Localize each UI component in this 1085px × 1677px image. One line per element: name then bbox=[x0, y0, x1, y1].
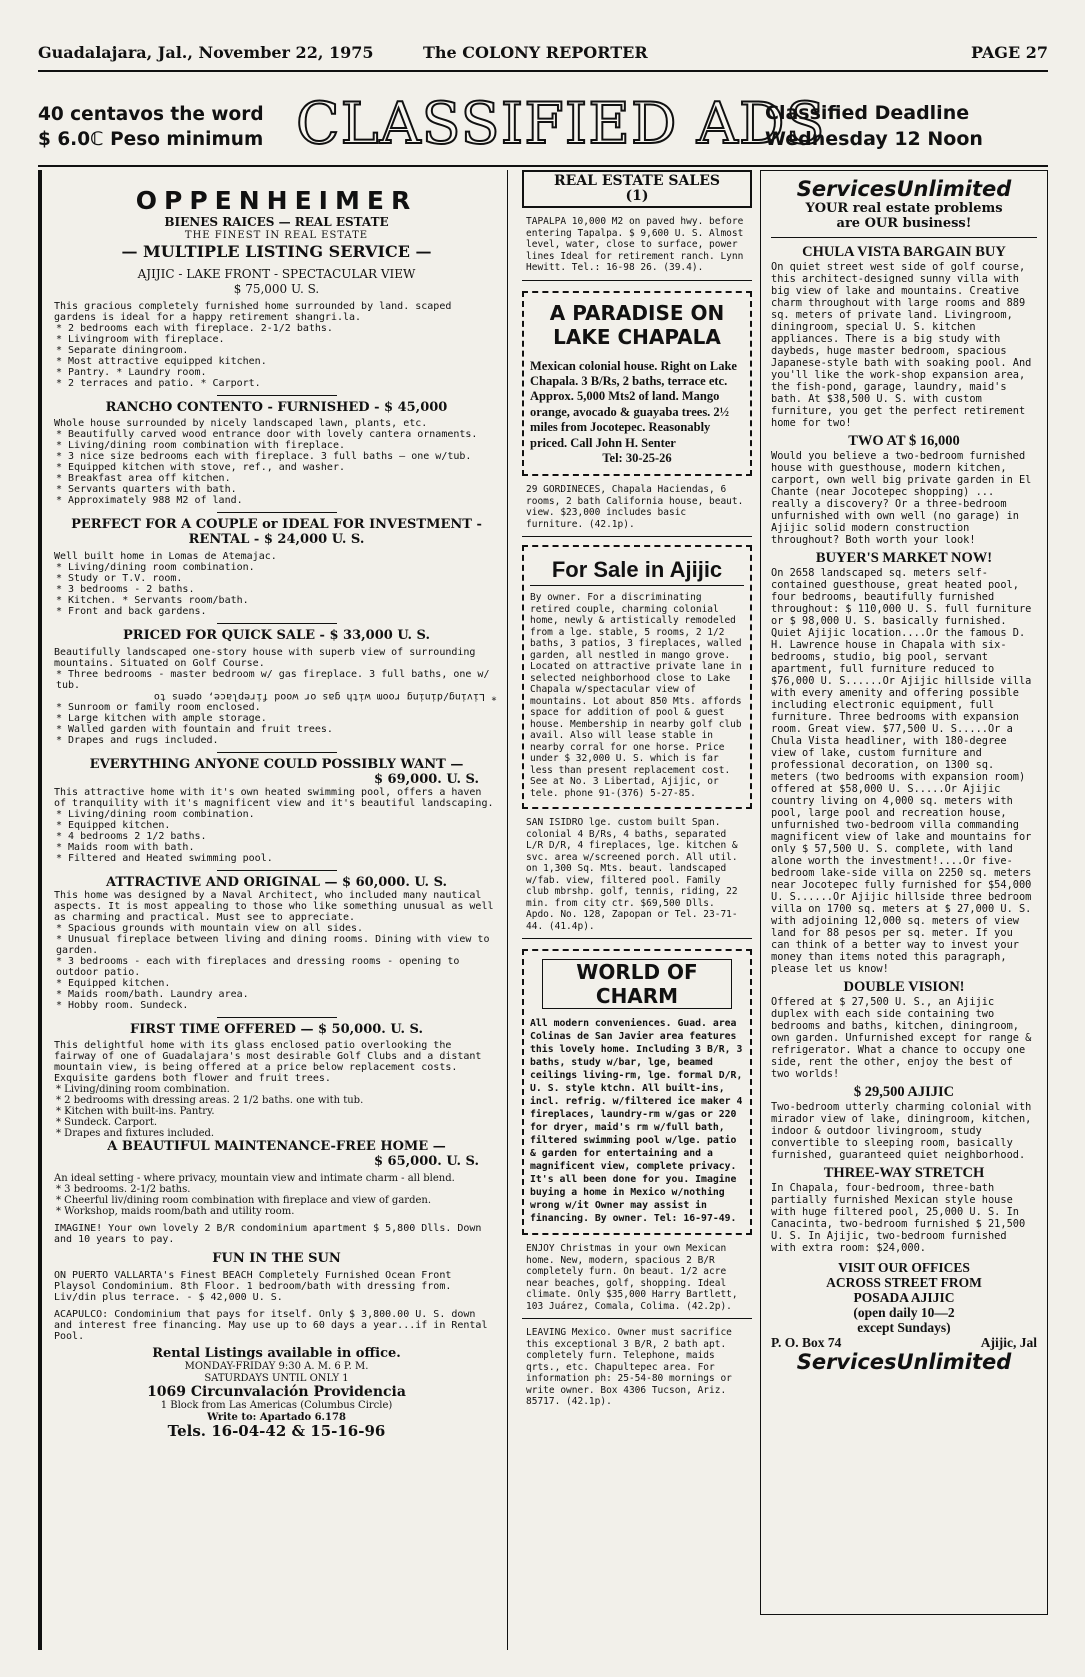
rate-info bbox=[38, 102, 264, 152]
office-address: 1069 Circunvalación Providencia bbox=[147, 1384, 406, 1400]
oppenheimer-ad bbox=[38, 170, 508, 1650]
divider bbox=[217, 752, 337, 753]
bullet: * Three bedrooms - master bedroom w/ gas fireplace. 3 full baths, one w/ tub. bbox=[56, 669, 490, 691]
buyers-title: BUYER'S MARKET NOW! bbox=[815, 550, 993, 566]
listing-bullets bbox=[54, 1084, 499, 1139]
open-hours: (open daily 10—2 bbox=[853, 1305, 955, 1320]
listing-title: A BEAUTIFUL MAINTENANCE-FREE HOME — bbox=[107, 1139, 446, 1154]
enjoy-ad: ENJOY Christmas in your own Mexican home. New, modern, spacious 2 B/R completely furn. On beaut. 1/2 acre near beaches, golf, shopping. Ideal climate. Only $35,000 Harry Bartlett, 103 Juárez, Comala, Colima. (42.2p). bbox=[522, 1243, 752, 1319]
acapulco-ad: ACAPULCO: Condominium that pays for itself. Only $ 3,800.00 U. S. down and interest free financing. May use up to 60 days a year...if in Rental Pool. bbox=[54, 1309, 488, 1342]
listing-body: This delightful home with its glass enclosed patio overlooking the fairway of one of Guadalajara's most desirable Golf Clubs and a distant mountain view, is being offered at a price below replacement costs. Exquisite gardens both flower and fruit trees. bbox=[54, 1040, 482, 1084]
paradise-ad bbox=[522, 291, 752, 477]
deadline-time: Wednesday 12 Noon bbox=[765, 128, 983, 150]
listing-title: PERFECT FOR A COUPLE or IDEAL FOR INVESTMENT - RENTAL - $ 24,000 U. S. bbox=[71, 517, 482, 547]
rental-note: Rental Listings available in office. bbox=[152, 1346, 401, 1361]
bullet: * Kitchen with built-ins. Pantry. bbox=[56, 1106, 215, 1117]
listing-3 bbox=[54, 517, 499, 617]
company-tagline: THE FINEST IN REAL ESTATE bbox=[184, 230, 369, 241]
bullet: * Living/dining room with gas or wood fireplace, opens to bbox=[153, 691, 497, 702]
listing-bullets bbox=[54, 562, 499, 617]
bullet: * 2 terraces and patio. * Carport. bbox=[56, 378, 261, 389]
bullet: * 3 nice size bedrooms each with fireplace. 3 full baths — one w/tub. bbox=[56, 451, 472, 462]
paradise-phone: Tel: 30-25-26 bbox=[602, 450, 672, 465]
rate-per-word: 40 centavos the word bbox=[38, 104, 264, 125]
for-sale-ajijic-ad bbox=[522, 545, 752, 809]
two-body: Would you believe a two-bedroom furnished house with guesthouse, modern kitchen, carport, own well big private garden in El Chante (near Jocotepec shopping) ... really a discovery? Or a three-bedroom unfurnished with own well (no garage) in Ajijic solid modern construction throughout? Both worth your look! bbox=[771, 450, 1032, 546]
listing-4 bbox=[54, 628, 499, 746]
deadline-label: Classified Deadline bbox=[765, 102, 970, 124]
listing-bullets bbox=[54, 323, 499, 389]
listing-bullets bbox=[54, 809, 499, 864]
divider bbox=[217, 1017, 337, 1018]
listing-bullets bbox=[54, 923, 499, 1011]
ajijic-body: Two-bedroom utterly charming colonial with mirador view of lake, diningroom, kitchen, indoor & outdoor livingroom, study convertible to sleeping room, basically furnished, guaranteed quiet neighborhood. bbox=[771, 1101, 1032, 1161]
bullet: * Large kitchen with ample storage. bbox=[56, 713, 267, 724]
bullet: * 3 bedrooms - each with fireplaces and dressing rooms - opening to outdoor patio. bbox=[56, 956, 460, 978]
office-hours-sat: SATURDAYS UNTIL ONLY 1 bbox=[204, 1373, 349, 1384]
visit-line-2: ACROSS STREET FROM bbox=[826, 1275, 982, 1290]
brand-name-bottom: ServicesUnlimited bbox=[796, 1350, 1012, 1374]
bullet: * 2 bedrooms each with fireplace. 2-1/2 baths. bbox=[56, 323, 333, 334]
classified-header bbox=[38, 92, 1048, 164]
section-title: CLASSIFIED ADS bbox=[296, 91, 826, 157]
visit-line-3: POSADA AJIJIC bbox=[853, 1290, 955, 1305]
bullet: * 4 bedrooms 2 1/2 baths. bbox=[56, 831, 207, 842]
listing-title: AJIJIC - LAKE FRONT - SPECTACULAR VIEW bbox=[137, 267, 416, 281]
listing-5 bbox=[54, 757, 499, 864]
bullet: * Spacious grounds with mountain view on all sides. bbox=[56, 923, 364, 934]
services-unlimited-ad bbox=[760, 170, 1048, 1615]
bullet: * Servants quarters with bath. bbox=[56, 484, 237, 495]
bullet: * Maids room with bath. bbox=[56, 842, 195, 853]
listing-body: Well built home in Lomas de Atemajac. bbox=[54, 551, 277, 562]
san-isidro-ad: SAN ISIDRO lge. custom built Span. colonial 4 B/Rs, 4 baths, separated L/R D/R, 4 fireplaces, lge. kitchen & svc. area w/screened porch. All util. on 1,300 Sq. Mts. beaut. landscaped w/fab. view, filtered pool. Family club mbrshp. golf, tennis, riding, 22 min. from city ctr. $69,500 Dlls. Apdo. No. 128, Zapopan or Tel. 23-71-44. (41.4p). bbox=[522, 817, 752, 939]
listing-price: $ 69,000. U. S. bbox=[373, 772, 479, 787]
gordineces-ad: 29 GORDINECES, Chapala Haciendas, 6 rooms, 2 bath California house, beaut. view. $23,000 includes basic furniture. (42.1p). bbox=[522, 484, 752, 537]
dateline: Guadalajara, Jal., November 22, 1975 bbox=[38, 43, 374, 62]
bullet: * Sundeck. Carport. bbox=[56, 1117, 158, 1128]
bullet: * Cheerful liv/dining room combination with fireplace and view of garden. bbox=[56, 1195, 432, 1206]
bullet: * 3 bedrooms - 2 baths. bbox=[56, 584, 195, 595]
bullet: * Drapes and fixtures included. bbox=[56, 1128, 215, 1139]
listing-6 bbox=[54, 875, 499, 1011]
bullet: * Hobby room. Sundeck. bbox=[56, 1000, 189, 1011]
divider bbox=[217, 395, 337, 396]
fun-title: FUN IN THE SUN bbox=[212, 1251, 341, 1266]
bullet: * 2 bedrooms with dressing areas. 2 1/2 baths. one with tub. bbox=[56, 1095, 364, 1106]
paradise-title: A PARADISE ON LAKE CHAPALA bbox=[549, 300, 725, 349]
listing-body: This home was designed by a Naval Architect, who included many nautical aspects. It is most appealing to those who like something unusual as well as charming and practical. Must see to appreciate. bbox=[54, 890, 494, 923]
company-subtitle: BIENES RAICES — REAL ESTATE bbox=[164, 215, 389, 229]
divider bbox=[771, 237, 1037, 238]
mailing-address: Write to: Apartado 6.178 bbox=[207, 1412, 346, 1423]
listing-title: RANCHO CONTENTO - FURNISHED - $ 45,000 bbox=[105, 400, 448, 415]
listing-body: This attractive home with it's own heated swimming pool, offers a haven of tranquility with it's magnificent view and it's beautiful landscaping. bbox=[54, 787, 494, 809]
bullet: * Sunroom or family room enclosed. bbox=[56, 702, 261, 713]
world-title: WORLD OF CHARM bbox=[542, 959, 732, 1009]
listing-price: $ 75,000 U. S. bbox=[233, 282, 320, 296]
double-title: DOUBLE VISION! bbox=[843, 979, 965, 995]
two-title: TWO AT $ 16,000 bbox=[848, 433, 960, 449]
brand-tagline-2: are OUR business! bbox=[836, 216, 972, 231]
bullet: * Equipped kitchen. bbox=[56, 820, 171, 831]
bullet: * Livingroom with fireplace. bbox=[56, 334, 225, 345]
visit-line-1: VISIT OUR OFFICES bbox=[838, 1260, 970, 1275]
listing-7 bbox=[54, 1022, 499, 1139]
bullet: * Maids room/bath. Laundry area. bbox=[56, 989, 249, 1000]
brand-tagline: YOUR real estate problems bbox=[805, 201, 1003, 216]
phone-numbers: Tels. 16-04-42 & 15-16-96 bbox=[167, 1422, 386, 1440]
three-body: In Chapala, four-bedroom, three-bath partially furnished Mexican style house with huge filtered pool, 25,000 U. S. In Canacinta, two-bedroom furnished $ 21,500 U. S. In Ajijic, two-bedroom furnished with extra room: $24,000. bbox=[771, 1182, 1026, 1254]
section-heading-box bbox=[522, 170, 752, 208]
office-address-note: 1 Block from Las Americas (Columbus Circle) bbox=[160, 1400, 393, 1411]
bullet: * Study or T.V. room. bbox=[56, 573, 183, 584]
bullet: * Approximately 988 M2 of land. bbox=[56, 495, 243, 506]
listing-bullets bbox=[54, 1184, 499, 1217]
bullet: * Living/dining room combination. bbox=[56, 809, 255, 820]
listing-2 bbox=[54, 400, 499, 506]
world-body: All modern conveniences. Guad. area Colinas de San Javier area features this lovely home. Including 3 B/R, 3 baths, study w/bar, lge, beamed ceilings living-rm, lge. formal D/R, U. S. style ktchn. All built-ins, incl. refrig. w/filtered ice maker 4 fireplaces, laundry-rm w/gas or 220 for dryer, maid's rm w/full bath, filtered swimming pool w/lge. patio & garden for entertaining and a magnificent view, complete privacy. It's all been done for you. Imagine buying a home in Mexico w/nothing wrong w/it Owner may assist in financing. By owner. Tel: 16-97-49. bbox=[530, 1018, 743, 1225]
divider bbox=[217, 512, 337, 513]
double-body: Offered at $ 27,500 U. S., an Ajijic duplex with each side containing two bedrooms and baths, kitchen, diningroom, own garden. Unfurnished except for range & refrigerator. What a chance to occupy one side, rent the other, enjoy the best of two worlds! bbox=[771, 996, 1032, 1080]
bullet: * Living/dining room combination. bbox=[56, 562, 255, 573]
listing-bullets bbox=[54, 669, 499, 746]
divider bbox=[217, 870, 337, 871]
fun-body: ON PUERTO VALLARTA's Finest BEACH Completely Furnished Ocean Front Playsol Condominium. 8th Floor. 1 bedroom/bath with dressing from. Liv/din plus terrace. - $ 42,000 U. S. bbox=[54, 1270, 452, 1303]
chula-body: On quiet street west side of golf course, this architect-designed sunny villa with big view of lake and mountains. Creative charm throughout with large rooms and 889 sq. meters of private land. Livingroom, diningroom, special U. S. kitchen appliances. There is a big study with daybeds, huge master bedroom, spacious Japanese-style bath with soaking pool. And you'll like the work-shop expansion area, the fish-pond, garage, laundry, maid's bath. At $38,500 U. S. with custom furniture, you get the perfect retirement home for two! bbox=[771, 261, 1032, 429]
listing-8 bbox=[54, 1139, 499, 1217]
world-of-charm-ad bbox=[522, 949, 752, 1235]
section-number: (1) bbox=[625, 188, 649, 204]
bullet: * Front and back gardens. bbox=[56, 606, 207, 617]
open-hours-note: except Sundays) bbox=[857, 1320, 951, 1335]
paradise-body: Mexican colonial house. Right on Lake Chapala. 3 B/Rs, 2 baths, terrace etc. Approx. 5,000 Mts2 of land. Mango orange, avocado & guayaba trees. 2½ miles from Jocotepec. Reasonably priced. Call John H. Senter bbox=[530, 358, 737, 450]
bullet: * Walled garden with fountain and fruit trees. bbox=[56, 724, 333, 735]
bullet: * Equipped kitchen with stove, ref., and washer. bbox=[56, 462, 345, 473]
section-heading: REAL ESTATE SALES bbox=[554, 173, 720, 189]
bullet: * Beautifully carved wood entrance door with lovely cantera ornaments. bbox=[56, 429, 478, 440]
newspaper-name: The COLONY REPORTER bbox=[423, 43, 648, 62]
bullet: * Kitchen. * Servants room/bath. bbox=[56, 595, 249, 606]
bullet: * Living/dining room combination. bbox=[56, 1084, 230, 1095]
po-box: P. O. Box 74 bbox=[771, 1335, 842, 1350]
deadline-info bbox=[765, 100, 983, 152]
listing-body: Beautifully landscaped one-story house with superb view of surrounding mountains. Situated on Golf Course. bbox=[54, 647, 476, 669]
divider bbox=[217, 623, 337, 624]
listing-body: Whole house surrounded by nicely landscaped lawn, plants, etc. bbox=[54, 418, 428, 429]
bullet: * Breakfast area off kitchen. bbox=[56, 473, 231, 484]
listing-bullets bbox=[54, 429, 499, 506]
listing-body: An ideal setting - where privacy, mountain view and intimate charm - all blend. bbox=[54, 1173, 455, 1184]
bullet: * Pantry. * Laundry room. bbox=[56, 367, 207, 378]
forsale-title: For Sale in Ajijic bbox=[530, 555, 744, 586]
bullet: * Separate diningroom. bbox=[56, 345, 189, 356]
bullet: * Workshop, maids room/bath and utility room. bbox=[56, 1206, 295, 1217]
forsale-body: By owner. For a discriminating retired couple, charming colonial home, newly & artistically remodeled from a lge. stable, 5 rooms, 2 1/2 baths, 3 patios, 3 fireplaces, walled garden, all nestled in mango grove. Located on attractive private lane in selected neighborhood close to Lake Chapala w/spectacular view of mountains. Lot about 850 Mts. affords space for addition of pool & guest house. Membership in nearby golf club avail. Also will lease stable in nearby corral for one horse. Price under $ 32,000 U. S. which is far less than present replacement cost. See at No. 3 Libertad, Ajijic, or tele. phone 91-(376) 5-27-85. bbox=[530, 592, 742, 799]
company-name: OPPENHEIMER bbox=[135, 186, 418, 215]
real-estate-sales-column bbox=[522, 170, 752, 1408]
listing-1 bbox=[54, 267, 499, 389]
bullet: * 3 bedrooms. 2-1/2 baths. bbox=[56, 1184, 191, 1195]
masthead bbox=[38, 38, 1048, 72]
brand-name: ServicesUnlimited bbox=[796, 177, 1012, 201]
contact-line bbox=[771, 1335, 1037, 1350]
listing-title: PRICED FOR QUICK SALE - $ 33,000 U. S. bbox=[123, 628, 430, 643]
ajijic-title: $ 29,500 AJIJIC bbox=[853, 1084, 955, 1100]
listing-price: $ 65,000. U. S. bbox=[373, 1154, 479, 1169]
rate-minimum: $ 6.0ℂ Peso minimum bbox=[38, 129, 264, 150]
chula-title: CHULA VISTA BARGAIN BUY bbox=[802, 244, 1006, 260]
page-number: PAGE 27 bbox=[971, 43, 1048, 62]
bullet: * Most attractive equipped kitchen. bbox=[56, 356, 267, 367]
buyers-body: On 2658 landscaped sq. meters self-contained guesthouse, great heated pool, four bedrooms, beautifully furnished throughout: $ 110,000 U. S. full furniture or $ 98,000 U. S. basically furnished. Quiet Ajijic location....Or the famous D. H. Lawrence house in Chapala with six-bedrooms, studio, big pool, servant apartment, full furniture reduced to $76,000 U. S......Or Ajijic hillside villa with every amenity and offering possible including electronic equipment, full furniture. Three bedrooms with expansion room. Great view. $77,500 U. S.....Or a Chula Vista headliner, with 180-degree view of lake, custom furniture and professional decoration, on 1300 sq. meters (two bedrooms with expansion room) offered at $58,000 U. S.....Or Ajijic country living on 4,000 sq. meters with pool, large pool and recreation house, unfurnished two-bedroom villa commanding magnificent view of lake and mountains for only $ 57,500 U. S. complete, with land alone worth the investment!....Or five-bedroom lake-side villa on 2250 sq. meters near Jocotepec fully furnished for $54,000 U. S......Or Ajijic hillside three bedroom villa on 1700 sq. meters at $ 27,000 U. S. with adjoining 12,000 sq. meters of view land for 88 pesos per sq. meter. If you can think of a better way to invest your money than items noted this paragraph, please let us know! bbox=[771, 567, 1032, 975]
leaving-ad: LEAVING Mexico. Owner must sacrifice this exceptional 3 B/R, 2 bath apt. completely furn. Telephone, maids qrts., etc. Chapultepec area. For information ph: 25-54-80 mornings or write owner. Box 4306 Tucson, Ariz. 85717. (42.1p). bbox=[526, 1327, 732, 1408]
listing-title: EVERYTHING ANYONE COULD POSSIBLY WANT — bbox=[89, 757, 464, 772]
listing-body: This gracious completely furnished home surrounded by land. scaped gardens is ideal for a happy retirement shangri.la. bbox=[54, 301, 452, 323]
service-line: — MULTIPLE LISTING SERVICE — bbox=[121, 242, 432, 261]
bullet: * Equipped kitchen. bbox=[56, 978, 171, 989]
bullet: * Unusual fireplace between living and dining rooms. Dining with view to garden. bbox=[56, 934, 490, 956]
listing-title: ATTRACTIVE AND ORIGINAL — $ 60,000. U. S. bbox=[105, 875, 448, 890]
bullet: * Living/dining room combination with fireplace. bbox=[56, 440, 345, 451]
listing-title: FIRST TIME OFFERED — $ 50,000. U. S. bbox=[129, 1022, 424, 1037]
three-title: THREE-WAY STRETCH bbox=[823, 1165, 985, 1181]
imagine-ad: IMAGINE! Your own lovely 2 B/R condominium apartment $ 5,800 Dlls. Down and 10 years to pay. bbox=[54, 1223, 482, 1245]
town: Ajijic, Jal bbox=[980, 1335, 1037, 1350]
office-hours: MONDAY-FRIDAY 9:30 A. M. 6 P. M. bbox=[184, 1361, 369, 1372]
header-rule bbox=[38, 165, 1048, 167]
bullet: * Drapes and rugs included. bbox=[56, 735, 219, 746]
tapalpa-ad: TAPALPA 10,000 M2 on paved hwy. before entering Tapalpa. $ 9,600 U. S. Almost level, water, close to surface, power lines Ideal for retirement ranch. Lynn Hewitt. Tel.: 16-98 26. (39.4). bbox=[522, 216, 752, 281]
bullet: * Filtered and Heated swimming pool. bbox=[56, 853, 273, 864]
